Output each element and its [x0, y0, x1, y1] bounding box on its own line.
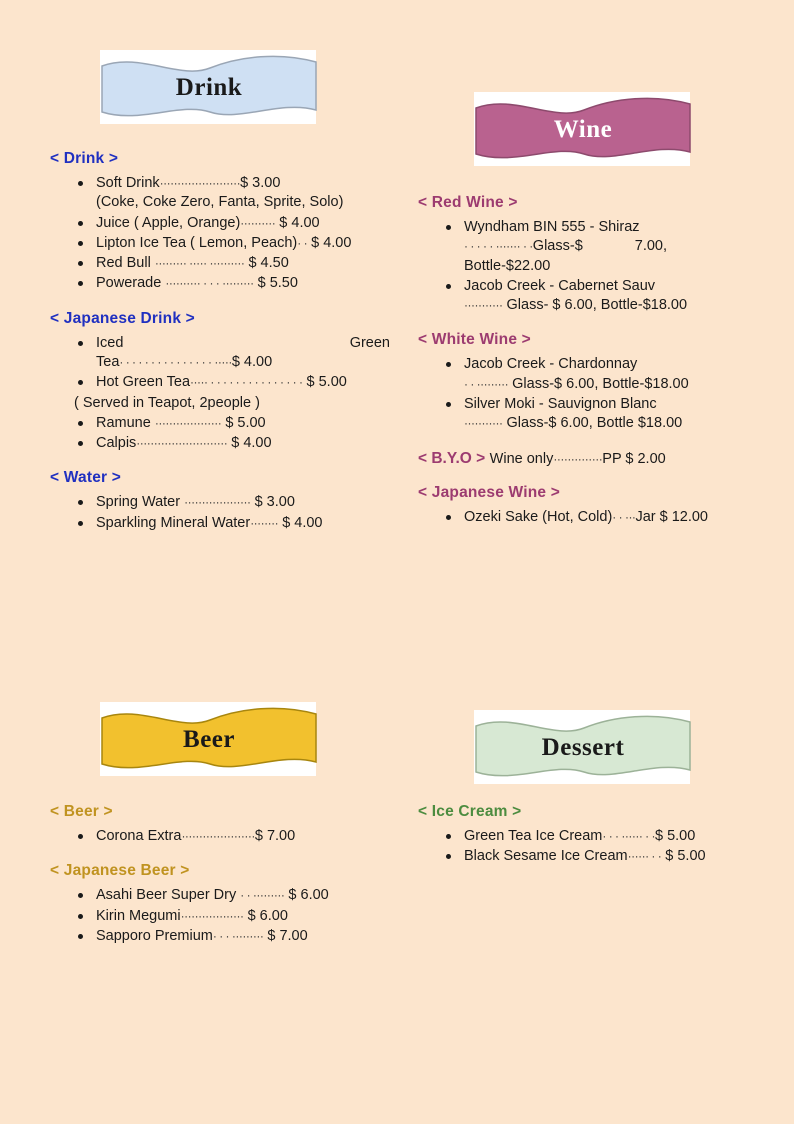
banner-beer	[100, 702, 318, 778]
item-name: Iced	[96, 334, 124, 351]
section-ice-cream-heading: < Ice Cream >	[418, 803, 522, 820]
list-item	[442, 827, 763, 846]
item-price: $ 4.00	[231, 435, 272, 452]
item-dots: ········· ····· ··········	[154, 256, 245, 271]
japanese-drink-item-list	[50, 334, 390, 454]
item-dots: ·········· · · · ·········	[165, 276, 254, 291]
item-name: Calpis	[96, 435, 137, 452]
byo-text: Wine only	[489, 450, 554, 467]
item-dots: ···········	[464, 416, 503, 431]
item-dots: · · ·········	[240, 888, 285, 903]
banner-wine-label: Wine	[553, 116, 613, 143]
list-item	[74, 334, 390, 373]
section-byo-heading: < B.Y.O >	[418, 449, 486, 467]
list-item	[74, 434, 390, 453]
item-price-label: Glass-$	[532, 238, 583, 255]
japanese-beer-item-list	[50, 886, 390, 946]
byo-dots: ··············	[553, 451, 603, 466]
item-name: Hot Green Tea	[96, 374, 191, 391]
item-name: Asahi Beer Super Dry	[96, 887, 237, 904]
item-name: Powerade	[96, 275, 162, 292]
item-name: Lipton Ice Tea ( Lemon, Peach)	[96, 234, 298, 251]
item-price: $ 5.00	[655, 828, 696, 844]
item-dots: · · · · · · · · · · · · · · · ·····	[119, 354, 232, 369]
item-price: $ 5.00	[665, 848, 706, 865]
list-item	[74, 493, 390, 512]
item-name: Sparkling Mineral Water	[96, 514, 251, 531]
item-dots: ··························	[136, 436, 228, 451]
item-dots: ···········	[464, 298, 503, 313]
banner-beer-label: Beer	[183, 726, 235, 753]
section-japanese-wine-heading: < Japanese Wine >	[418, 483, 560, 501]
item-name: Juice ( Apple, Orange)	[96, 214, 241, 231]
item-price: $ 4.00	[231, 353, 273, 370]
item-dots: · · · · · ······· · ·	[464, 239, 533, 254]
japanese-wine-item-list	[418, 508, 763, 527]
banner-dessert	[474, 710, 692, 786]
list-item	[74, 886, 390, 905]
list-item	[442, 508, 763, 527]
item-name: Jacob Creek - Chardonnay	[464, 356, 638, 373]
list-item	[74, 274, 390, 293]
list-item	[442, 277, 763, 316]
list-item	[74, 373, 390, 392]
water-item-list	[50, 493, 390, 533]
item-price: $ 4.00	[311, 234, 352, 251]
item-name-line2: Tea	[96, 353, 120, 370]
item-price: $ 4.00	[282, 514, 323, 531]
list-item	[74, 254, 390, 273]
list-item	[74, 907, 390, 926]
item-dots: · · ·········	[464, 376, 509, 391]
item-name: Spring Water	[96, 494, 181, 511]
item-price: $ 5.50	[257, 275, 298, 292]
white-wine-item-list	[418, 355, 763, 433]
item-name: Ozeki Sake (Hot, Cold)	[464, 508, 613, 525]
ice-cream-item-list	[418, 827, 763, 867]
item-name: Corona Extra	[96, 828, 182, 844]
item-price: $ 5.00	[225, 414, 266, 431]
item-price: $ 4.50	[248, 255, 289, 272]
item-price: $ 7.00	[254, 828, 296, 844]
item-dots: ·····················	[181, 829, 255, 843]
section-red-wine-heading: < Red Wine >	[418, 194, 518, 211]
item-name: Red Bull	[96, 255, 151, 272]
byo-price: PP $ 2.00	[602, 450, 666, 467]
item-price: $ 3.00	[240, 175, 281, 191]
section-beer	[50, 803, 390, 962]
japanese-drink-note: ( Served in Teapot, 2people )	[74, 394, 260, 411]
section-water-heading: < Water >	[50, 469, 122, 487]
item-detail: Glass- $ 6.00, Bottle-$18.00	[506, 297, 688, 314]
list-item	[74, 927, 390, 946]
banner-dessert-label: Dessert	[541, 734, 625, 761]
beer-item-list	[50, 827, 390, 846]
section-dessert	[418, 803, 763, 883]
list-item	[74, 514, 390, 533]
item-dots: ····· · · · · · · · · · · · · · · ·	[190, 375, 303, 390]
item-dots: ······ · ·	[627, 849, 662, 864]
list-item	[442, 395, 763, 434]
section-drink	[50, 150, 390, 549]
list-item	[74, 214, 390, 233]
item-price: $ 6.00	[247, 907, 288, 924]
item-detail: Glass-$ 6.00, Bottle-$18.00	[512, 375, 689, 392]
item-dots: · · ···	[612, 509, 636, 524]
item-dots: ···················	[184, 495, 251, 510]
section-wine	[418, 194, 763, 543]
item-dots: ········	[250, 515, 279, 530]
list-item	[442, 847, 763, 866]
list-item	[442, 355, 763, 394]
item-dots: · · · ·········	[212, 928, 264, 943]
item-name: Ramune	[96, 414, 151, 431]
section-beer-heading: < Beer >	[50, 803, 113, 820]
item-dots: ···················	[154, 415, 222, 430]
item-name: Wyndham BIN 555 - Shiraz	[464, 219, 640, 235]
item-dots: ·······················	[159, 176, 241, 190]
banner-wine	[474, 92, 692, 168]
drink-item-list	[50, 174, 390, 294]
list-item	[74, 174, 390, 213]
list-item	[74, 827, 390, 846]
banner-drink	[100, 50, 318, 126]
item-detail: Glass-$ 6.00, Bottle $18.00	[506, 415, 683, 432]
item-detail: Bottle-$22.00	[464, 257, 551, 274]
item-name: Jacob Creek - Cabernet Sauv	[464, 277, 656, 294]
section-white-wine-heading: < White Wine >	[418, 331, 531, 349]
list-item	[442, 218, 763, 276]
section-drink-heading: < Drink >	[50, 150, 119, 167]
item-dots: ··················	[180, 908, 244, 923]
item-price: $ 3.00	[254, 494, 295, 511]
item-name: Green Tea Ice Cream	[464, 828, 603, 844]
item-name: Sapporo Premium	[96, 927, 213, 944]
item-dots: · · · ······ · ·	[602, 829, 655, 843]
item-sub: (Coke, Coke Zero, Fanta, Sprite, Solo)	[96, 194, 344, 211]
item-name: Kirin Megumi	[96, 907, 181, 924]
item-price: Jar $ 12.00	[635, 508, 708, 525]
list-item	[74, 414, 390, 433]
item-price: 7.00,	[634, 238, 668, 255]
section-japanese-beer-heading: < Japanese Beer >	[50, 862, 190, 880]
item-name-cont: Green	[349, 334, 390, 351]
item-dots: ··········	[240, 215, 276, 230]
item-price: $ 6.00	[288, 887, 329, 904]
red-wine-item-list	[418, 218, 763, 315]
section-japanese-drink-heading: < Japanese Drink >	[50, 309, 195, 327]
item-name: Soft Drink	[96, 175, 160, 191]
section-byo	[418, 450, 763, 468]
item-name: Black Sesame Ice Cream	[464, 848, 628, 865]
item-price: $ 5.00	[306, 374, 347, 391]
item-price: $ 7.00	[267, 927, 308, 944]
item-name: Silver Moki - Sauvignon Blanc	[464, 395, 657, 412]
item-dots: · ·	[297, 235, 308, 250]
list-item	[74, 234, 390, 253]
banner-drink-label: Drink	[175, 74, 243, 101]
item-price: $ 4.00	[279, 214, 320, 231]
